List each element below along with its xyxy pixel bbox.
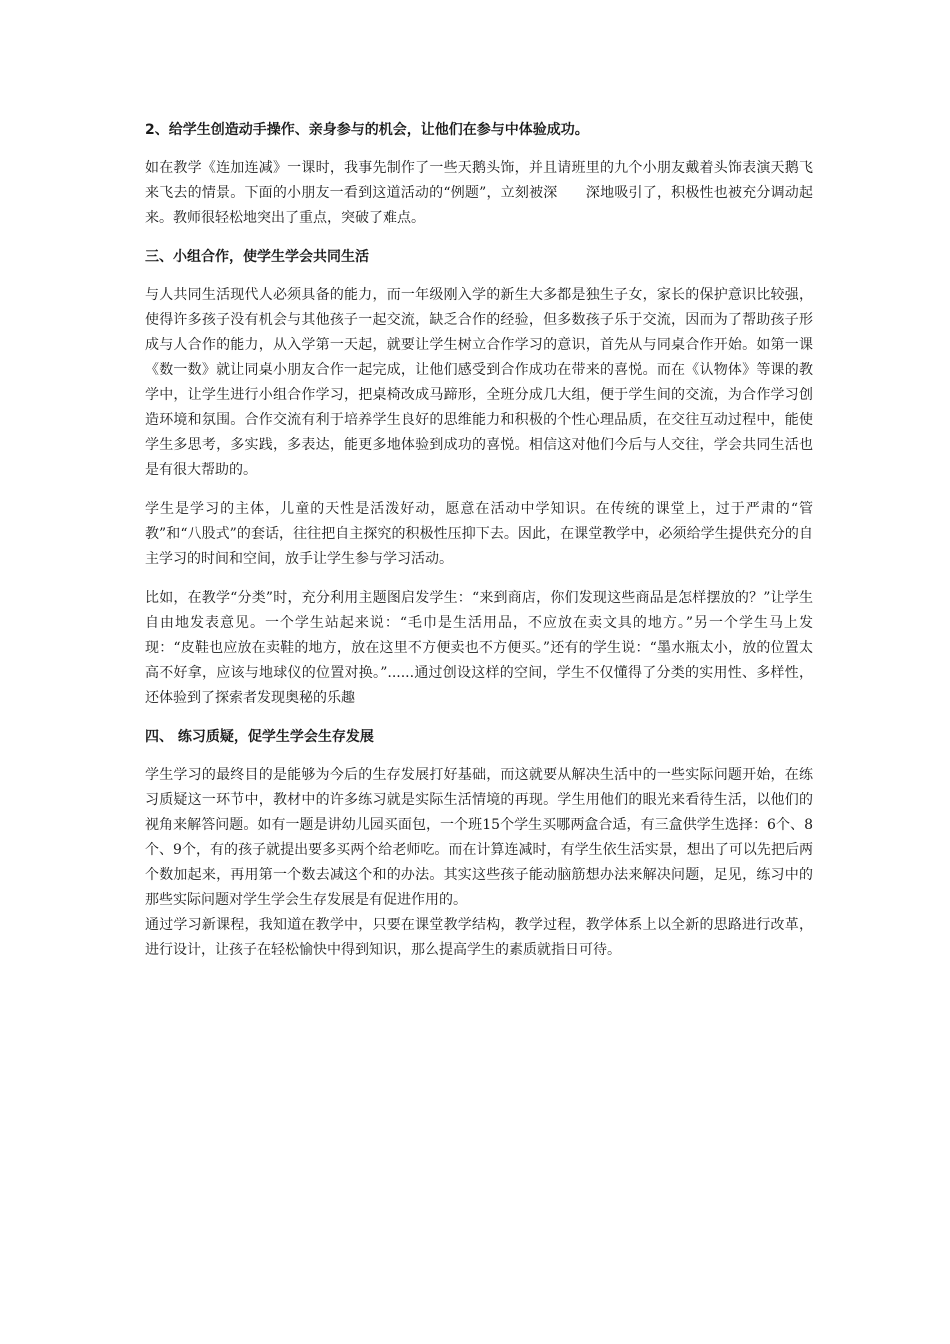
paragraph: 与人共同生活现代人必须具备的能力，而一年级刚入学的新生大多都是独生子女，家长的保护意识比较强，使得许多孩子没有机会与其他孩子一起交流，缺乏合作的经验，但多数孩子乐于交流，因而为了帮助孩子形成与人合作的能力，从入学第一天起，就要让学生树立合作学习的意识，首先从与同桌合作开始。如第一课《数一数》就让同桌小朋友合作一起完成，让他们感受到合作成功在带来的喜悦。而在《认物体》等课的教学中，让学生进行小组合作学习，把桌椅改成马蹄形，全班分成几大组，便于学生间的交流，为合作学习创造环境和氛围。合作交流有利于培养学生良好的思维能力和积极的个性心理品质，在交往互动过程中，能使学生多思考，多实践，多表达，能更多地体验到成功的喜悦。相信这对他们今后与人交往，学会共同生活也是有很大帮助的。	[145, 287, 813, 478]
section-heading: 三、小组合作，使学生学会共同生活	[145, 249, 369, 265]
document-body	[145, 118, 813, 963]
section-heading: 四、 练习质疑，促学生学会生存发展	[145, 729, 374, 745]
paragraph: 如在教学《连加连减》一课时，我事先制作了一些天鹅头饰，并且请班里的九个小朋友戴着头饰表演天鹅飞来飞去的情景。下面的小朋友一看到这道活动的“例题”，立刻被深 深地吸引了，积极性也被充分调动起来。教师很轻松地突出了重点，突破了难点。	[145, 160, 813, 226]
paragraph: 学生是学习的主体，儿童的天性是活泼好动，愿意在活动中学知识。在传统的课堂上，过于严肃的“管教”和“八股式”的套话，往往把自主探究的积极性压抑下去。因此，在课堂教学中，必须给学生提供充分的自主学习的时间和空间，放手让学生参与学习活动。	[145, 501, 813, 567]
paragraph: 比如，在教学“分类”时，充分利用主题图启发学生：“来到商店，你们发现这些商品是怎样摆放的？”让学生自由地发表意见。一个学生站起来说：“毛巾是生活用品，不应放在卖文具的地方。”另一个学生马上发现：“皮鞋也应放在卖鞋的地方，放在这里不方便卖也不方便买。”还有的学生说：“墨水瓶太小，放的位置太高不好拿，应该与地球仪的位置对换。”......通过创设这样的空间，学生不仅懂得了分类的实用性、多样性，还体验到了探索者发现奥秘的乐趣	[145, 590, 813, 706]
paragraph: 通过学习新课程，我知道在教学中，只要在课堂教学结构，教学过程，教学体系上以全新的思路进行改革，进行设计，让孩子在轻松愉快中得到知识，那么提高学生的素质就指日可待。	[145, 917, 813, 958]
section-heading: 2、给学生创造动手操作、亲身参与的机会，让他们在参与中体验成功。	[145, 122, 589, 138]
paragraph: 学生学习的最终目的是能够为今后的生存发展打好基础，而这就要从解决生活中的一些实际问题开始，在练习质疑这一环节中，教材中的许多练习就是实际生活情境的再现。学生用他们的眼光来看待生活，以他们的视角来解答问题。如有一题是讲幼儿园买面包，一个班15个学生买哪两盒合适，有三盒供学生选择：6个、8个、9个，有的孩子就提出要多买两个给老师吃。而在计算连减时，有学生依生活实景，想出了可以先把后两个数加起来，再用第一个数去减这个和的办法。其实这些孩子能动脑筋想办法来解决问题，足见，练习中的那些实际问题对学生学会生存发展是有促进作用的。	[145, 767, 813, 908]
